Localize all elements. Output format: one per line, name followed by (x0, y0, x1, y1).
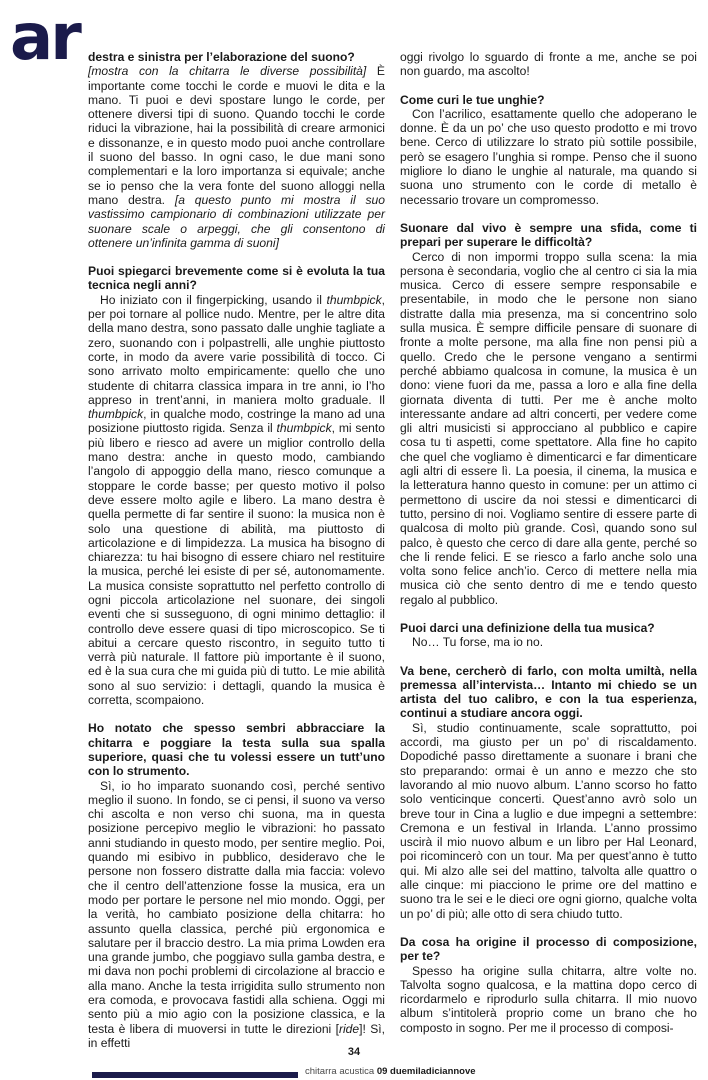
answer-text: Con l’acrilico, esattamente quello che adoperano le donne. È da un po’ che uso questo prodotto e mi trovo bene. Cerco di utilizzare lo strato più sottile possibile, però se esagero l’unghia si rompe. Penso che il suono migliore lo diano le unghie al naturale, ma quando si suona uno strumento con le corde di metallo è necessario trovare un compromesso. (400, 106, 697, 207)
answer-text: Sì, studio continuamente, scale soprattutto, poi accordi, ma giusto per un po’ di riscaldamento. Dopodiché passo direttamente a suonare i brani che sto preparando: ormai è un anno e mezzo che sto lavorando al mio nuovo album. L’anno scorso ho fatto solo venticinque concerti. Quest’anno avrò solo un breve tour in Cina a luglio e due impegni a settembre: Cremona e un festival in Irlanda. L’anno prossimo uscirà il mio nuovo album e un libro per Hal Leonard, poi ricomincerò con un tour. Ma per quest’anno è tutto qui. Mi alzo alle sei del mattino, talvolta alle quattro o alle cinque: mi piacciono le prime ore del mattino e suono tra le sei e le dieci ore ogni giorno, qualche volta un po’ di più; alle otto di sera chiudo tutto. (400, 720, 697, 921)
article-column-right (400, 50, 697, 1035)
interview-question: destra e sinistra per l’elaborazione del suono? (88, 50, 355, 64)
section-mark: ar (10, 1, 79, 75)
answer-text: oggi rivolgo lo sguardo di fronte a me, anche se poi non guardo, ma ascolto! (400, 50, 697, 79)
footer-issue: 09 duemiladiciannove (376, 1066, 476, 1077)
interview-question: Da cosa ha origine il processo di composizione, per te? (400, 934, 697, 964)
interview-answer (400, 635, 697, 649)
interview-question: Puoi darci una definizione della tua musica? (400, 620, 655, 635)
interview-answer (400, 964, 697, 1035)
interview-question: Va bene, cercherò di farlo, con molta umiltà, nella premessa all’intervista… Intanto mi chiedo se un artista del tuo calibro, e con la tua esperienza, continui a studiare ancora oggi. (400, 663, 697, 721)
italic-text: [a questo punto mi mostra il suo vastissimo campionario di combinazioni utilizzate per suonare scale o arpeggi, che gli consentono di ottenere un’infinita gamma di suoni] (88, 192, 385, 250)
answer-text: ]! Sì, in effetti (88, 1021, 385, 1050)
italic-text: thumbpick (326, 292, 382, 307)
answer-text: , in qualche modo, costringe la mano ad una posizione piuttosto rigida. Senza il (88, 407, 385, 436)
answer-text: Ho iniziato con il fingerpicking, usando il (100, 292, 327, 307)
interview-question: Suonare dal vivo è sempre una sfida, come ti prepari per superare le difficoltà? (400, 220, 697, 250)
interview-answer (400, 721, 697, 921)
footer-bar (92, 1072, 298, 1078)
italic-text: [mostra con la chitarra le diverse possibilità] (88, 64, 367, 79)
interview-answer (400, 250, 697, 607)
italic-text: thumbpick (88, 407, 144, 422)
article-column-left (88, 50, 385, 1050)
interview-answer (88, 779, 385, 1051)
footer-magazine-info (305, 1066, 476, 1077)
interview-question: Come curi le tue unghie? (400, 92, 545, 107)
answer-text: Spesso ha origine sulla chitarra, altre volte no. Talvolta sogno qualcosa, e la mattina dopo cerco di ricordarmelo e riprodurlo sulla chitarra. Il mio nuovo album s’intitolerà proprio come un brano che ho composto in sogno. Per me il processo di composi- (400, 963, 697, 1035)
answer-text: , mi sento più libero e riesco ad avere un miglior controllo della mano destra: anche in questo modo, cambiando l’angolo di appoggio della mano, riesco comunque a stoppare le corde basse; per questo motivo il polso deve essere molto agile e libero. La mano destra è quella permette di far sentire il suono: la musica non è solo una questione di abilità, ma piuttosto di articolazione e di limpidezza. La musica ha bisogno di chiarezza: tu hai bisogno di essere chiaro nel restituire la musica, perché lei esiste di per sé, autonomamente. La musica consiste soprattutto nel perfetto controllo di ogni piccola articolazione nel suonare, dei singoli eventi che si susseguono, di ogni minimo dettaglio: il controllo deve essere quasi di tipo microscopico. Se ti abitui a cercare questo riscontro, in seguito tutto ti verrà più naturale. Il fattore più importante è il suono, ed è la sua cura che mi guida più di tutto. Le mie abilità sono al suo servizio: i dettagli, quando la musica è corretta, scompaiono. (88, 421, 385, 708)
interview-answer (400, 107, 697, 207)
interview-answer (88, 293, 385, 708)
answer-text: È importante come tocchi le corde e muovi le dita e la mano. Ti puoi e devi spostare lungo le corde, per ottenere diversi tipi di suono. Quando tocchi le corde riduci la vibrazione, hai la possibilità di creare armonici e dissonanze, e in questo modo puoi anche controllare il suono del basso. In ogni caso, le due mani sono complementari e la loro importanza si equivale; anche se io penso che la vera fonte del suono alloggi nella mano destra. (88, 64, 385, 207)
answer-text: , per poi tornare al pollice nudo. Mentre, per le altre dita della mano destra, sono passato dalle unghie tagliate a zero, suonando con i polpastrelli, alle unghie piuttosto corte, in modo da avere varie possibilità di tocco. Ci sono arrivato molto empiricamente: quello che uno studente di chitarra classica impara in tre anni, io l’ho appreso in trent’anni, in maniera molto graduale. Il (88, 292, 385, 407)
interview-question: Puoi spiegarci brevemente come si è evoluta la tua tecnica negli anni? (88, 264, 385, 293)
italic-text: thumbpick (276, 421, 332, 436)
interview-question: Ho notato che spesso sembri abbracciare la chitarra e poggiare la testa sulla sua spalla superiore, quasi che tu volessi essere un tutt’uno con lo strumento. (88, 721, 385, 779)
interview-answer (88, 64, 385, 250)
italic-text: ride (338, 1021, 360, 1036)
answer-text: No… Tu forse, ma io no. (412, 635, 544, 650)
interview-answer (400, 50, 697, 79)
footer-magazine-name: chitarra acustica (305, 1066, 377, 1077)
page-number: 34 (347, 1046, 361, 1058)
answer-text: Cerco di non impormi troppo sulla scena: la mia persona è secondaria, voglio che al centro ci sia la mia musica. Cerco di essere sempre responsabile e presentabile, in modo che le persone non siano distratte dalla mia presenza, ma si concentrino solo sulla musica. È sempre difficile pensare di suonare di fronte a molte persone, ma alla fine non pensi più a quello. Credo che le persone vengano a sentirmi perché abbiamo qualcosa in comune, la musica è un dono: viene fuori da me, passa a loro e alla fine della giornata diventa di tutti. Per me è anche molto interessante andare ad altri concerti, per vedere come gli altri musicisti si approcciano al pubblico e capire cosa tu ti aspetti, come spettatore. Alla fine ho capito che quel che vogliamo è dimenticarci e far dimenticare agli altri di essere lì. La poesia, il cinema, la musica e la letteratura hanno questo in comune: per un attimo ci permettono di uscire da noi stessi e dimenticarci di tutto, persino di noi. Vogliamo sentire di essere parte di qualcosa di molto più grande. Così, quando sono sul palco, è questo che cerco di dare alla gente, perché so che li rende felici. E se riesco a farlo anche solo una volta sono felice anch’io. Cerco di mettere nella mia musica ciò che sento dentro di me e tendo questo regalo al pubblico. (400, 249, 697, 607)
answer-text: Sì, io ho imparato suonando così, perché sentivo meglio il suono. In fondo, se ci pensi, il suono va verso chi ascolta e non verso chi suona, ma in questa posizione percepivo meglio le vibrazioni: ho passato anni studiando in questo modo, per sentire meglio. Poi, quando mi esibivo in pubblico, desideravo che le persone non fossero distratte dalla mia faccia: volevo che il centro dell’attenzione fosse la musica, era un modo per portare le persone nel mio mondo. Oggi, per la verità, ho cambiato posizione della chitarra: ho assunto quella classica, perché più ergonomica e salutare per il braccio destro. La mia prima Lowden era una grande jumbo, che poggiavo sulla gamba destra, e mi dava non pochi problemi di circolazione al braccio e alla mano. Anche la testa irrigidita sullo strumento non era comoda, e provocava fastidi alla schiena. Oggi mi sento più a mio agio con la posizione classica, e la testa è libera di muoversi in tutte le direzioni [ (88, 778, 385, 1036)
